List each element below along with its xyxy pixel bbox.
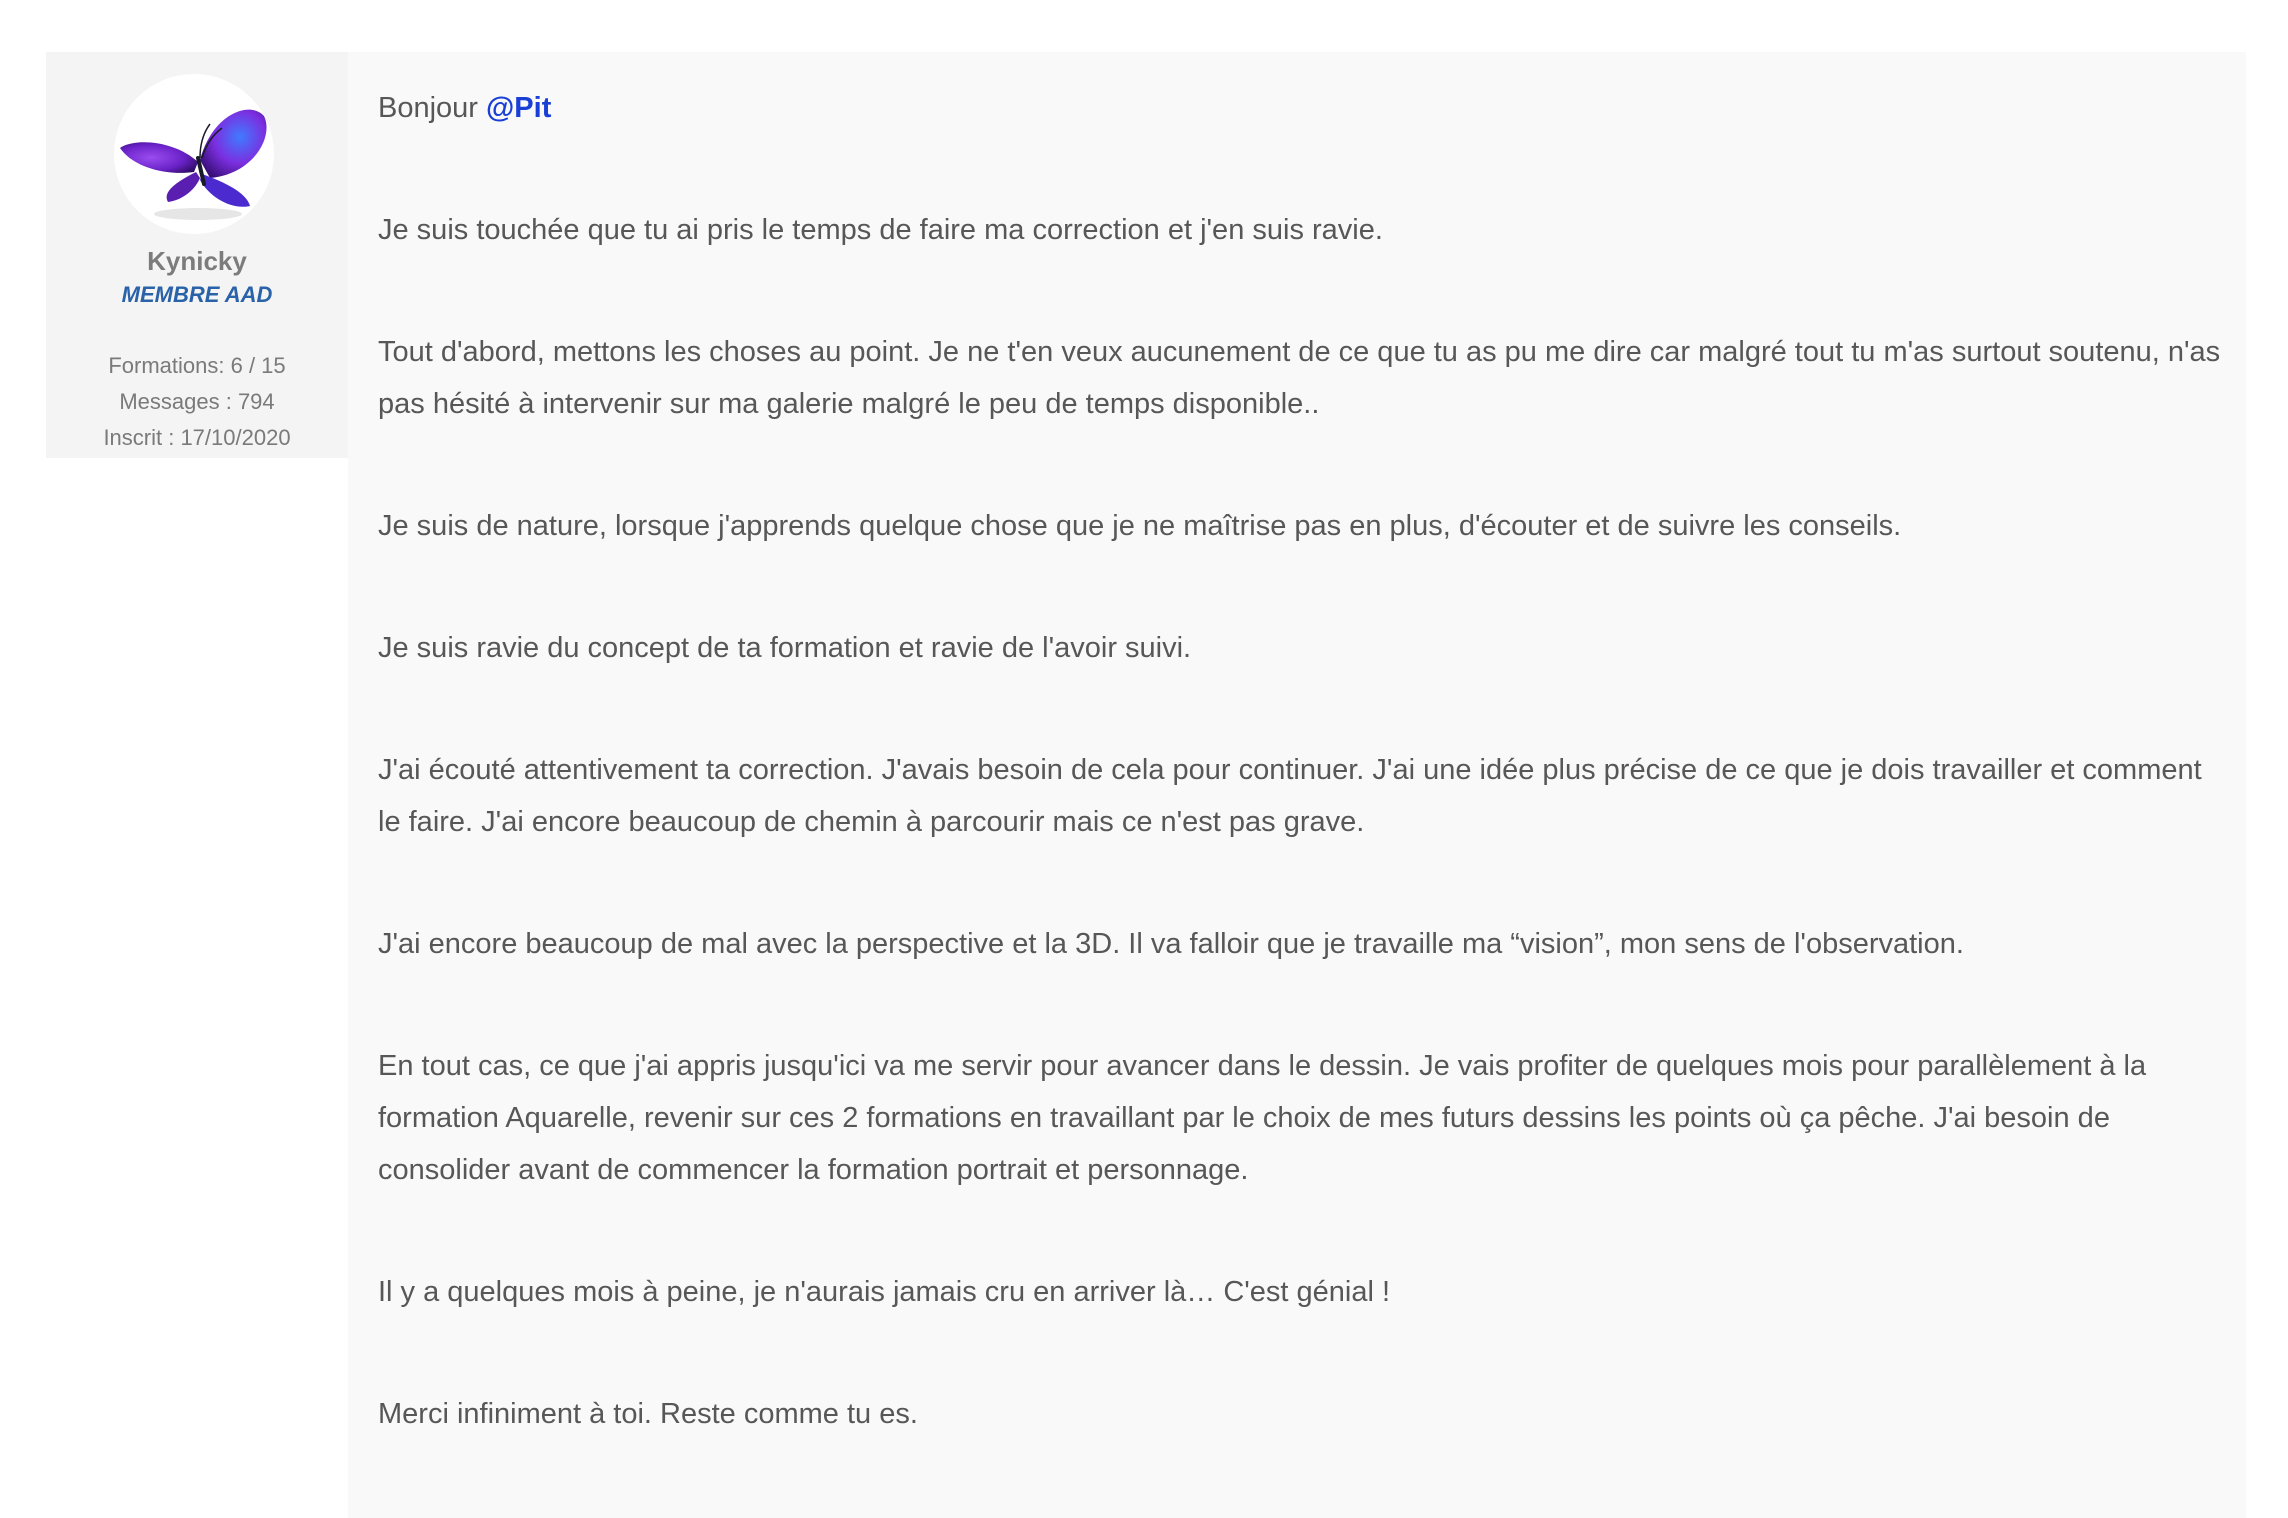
post-paragraph: Tout d'abord, mettons les choses au point. Je ne t'en veux aucunement de ce que tu as pu me dire car malgré tout tu m'as surtout soutenu, n'as pas hésité à intervenir sur ma galerie malgré le peu de temps disponible.. [378, 336, 2221, 420]
post-paragraph: En tout cas, ce que j'ai appris jusqu'ici va me servir pour avancer dans le dessin. Je vais profiter de quelques mois pour parallèlement à la formation Aquarelle, revenir sur ces 2 formations en travaillant par le choix de mes futurs dessins les points où ça pêche. J'ai besoin de consolider avant de commencer la formation portrait et personnage. [378, 1050, 2147, 1186]
author-role: MEMBRE AAD [121, 282, 273, 307]
post-paragraph: Je suis ravie du concept de ta formation et ravie de l'avoir suivi. [378, 632, 1192, 664]
post-paragraph: J'ai encore beaucoup de mal avec la perspective et la 3D. Il va falloir que je travaille ma “vision”, mon sens de l'observation. [378, 928, 1964, 960]
avatar[interactable] [114, 74, 274, 234]
post-paragraph: Il y a quelques mois à peine, je n'aurais jamais cru en arriver là… C'est génial ! [378, 1276, 1391, 1308]
forum-post [46, 52, 2246, 1518]
formations-count: Formations: 6 / 15 [108, 353, 286, 378]
author-stats [46, 348, 348, 456]
author-name[interactable]: Kynicky [147, 246, 247, 276]
post-paragraph: Je suis de nature, lorsque j'apprends quelque chose que je ne maîtrise pas en plus, d'écouter et de suivre les conseils. [378, 510, 1902, 542]
post-paragraph: Merci infiniment à toi. Reste comme tu es. [378, 1398, 918, 1430]
mention-link[interactable]: @Pit [486, 92, 552, 124]
post-content [348, 52, 2246, 1518]
butterfly-icon [114, 74, 274, 234]
post-body [378, 82, 2228, 1510]
post-paragraph: Je suis touchée que tu ai pris le temps de faire ma correction et j'en suis ravie. [378, 214, 1383, 246]
greeting-line [378, 82, 2228, 134]
registration-date: Inscrit : 17/10/2020 [103, 425, 291, 450]
author-panel [46, 52, 348, 458]
greeting-text: Bonjour [378, 92, 478, 124]
post-paragraph: J'ai écouté attentivement ta correction. J'avais besoin de cela pour continuer. J'ai une idée plus précise de ce que je dois travailler et comment le faire. J'ai encore beaucoup de chemin à parcourir mais ce n'est pas grave. [378, 754, 2202, 838]
messages-count: Messages : 794 [119, 389, 275, 414]
